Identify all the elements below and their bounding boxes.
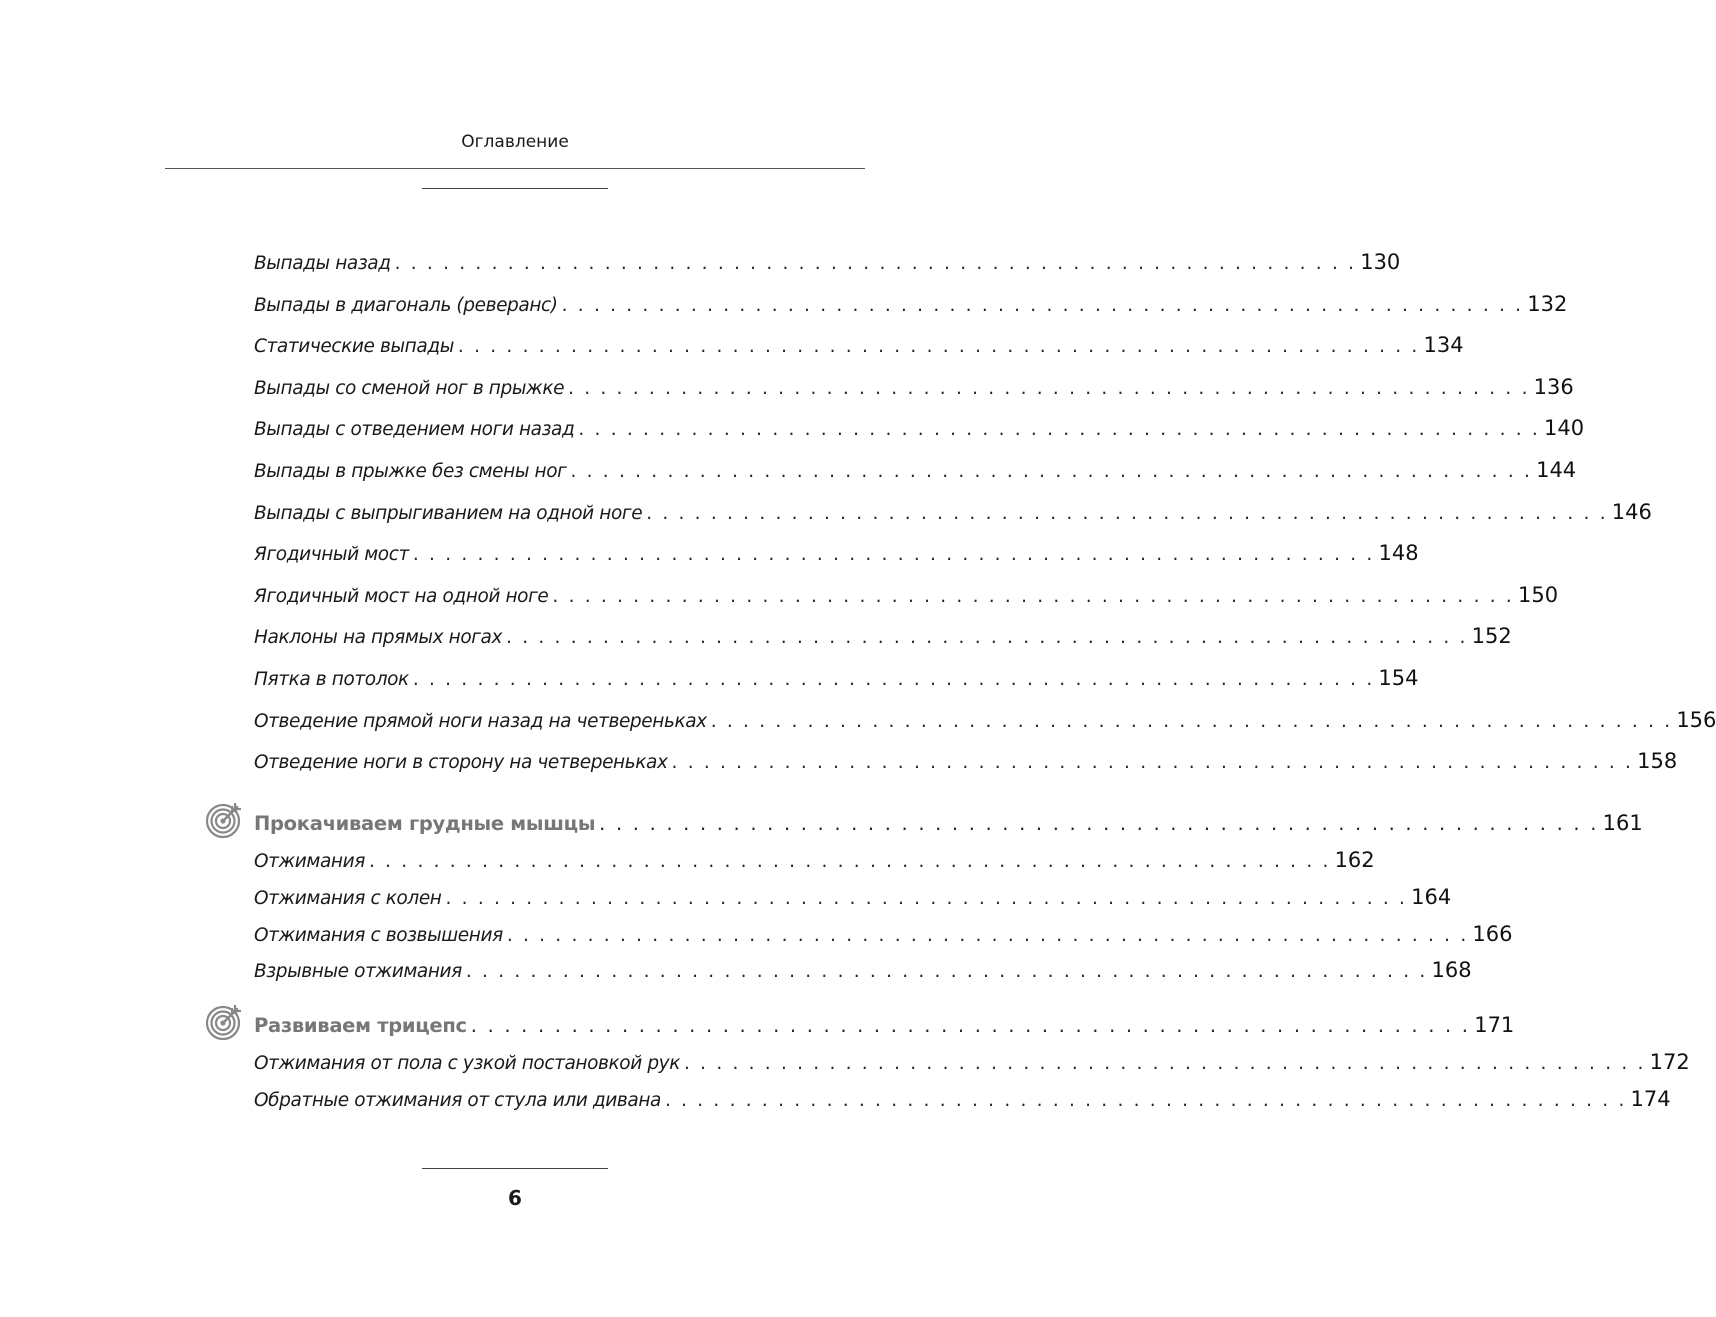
dot-leader: . . . . . . . . . . . . . . . . . . . . . . . . . . . . . . . . . . . . . . . . . . . . . . . . . . . . . . . . . . . . — [664, 1090, 1627, 1111]
section-page: 171 — [1474, 1013, 1515, 1037]
section-title: Прокачиваем грудные мышцы — [254, 812, 596, 835]
toc-entry[interactable] — [254, 621, 1512, 651]
toc-entry-page: 146 — [1611, 500, 1652, 524]
toc-entry-page: 168 — [1431, 958, 1472, 982]
toc-entry[interactable] — [254, 455, 1577, 485]
dot-leader: . . . . . . . . . . . . . . . . . . . . . . . . . . . . . . . . . . . . . . . . . . . . . . . . . . . . . . . . . . . . — [570, 461, 1533, 482]
header-rule — [165, 168, 865, 169]
toc-entry-title: Отжимания от пола с узкой постановкой рук — [254, 1053, 680, 1074]
dot-leader: . . . . . . . . . . . . . . . . . . . . . . . . . . . . . . . . . . . . . . . . . . . . . . . . . . . . . . . . . . . . — [394, 253, 1357, 274]
toc-entry-title: Обратные отжимания от стула или дивана — [254, 1090, 661, 1111]
target-icon — [204, 1002, 244, 1042]
toc-entry-title: Отжимания — [254, 851, 365, 872]
toc-entry[interactable] — [254, 289, 1568, 319]
dot-leader: . . . . . . . . . . . . . . . . . . . . . . . . . . . . . . . . . . . . . . . . . . . . . . . . . . . . . . . . . . . . — [445, 888, 1408, 909]
section-title: Развиваем трицепс — [254, 1014, 467, 1037]
toc-entry[interactable] — [254, 413, 1585, 443]
toc-section-heading[interactable] — [254, 808, 1643, 838]
toc-entry[interactable] — [254, 538, 1419, 568]
toc-section-heading[interactable] — [254, 1010, 1515, 1040]
toc-entry[interactable] — [254, 746, 1678, 776]
toc-entry-page: 136 — [1533, 375, 1574, 399]
toc-entry-page: 134 — [1423, 333, 1464, 357]
toc-entry-page: 166 — [1472, 922, 1513, 946]
target-icon — [204, 800, 244, 840]
page-number: 6 — [508, 1186, 522, 1210]
running-header: Оглавление — [461, 132, 569, 152]
toc-entry-page: 172 — [1649, 1050, 1690, 1074]
toc-entry-title: Отжимания с возвышения — [254, 925, 503, 946]
toc-entry[interactable] — [254, 705, 1716, 735]
footer-short-rule — [422, 1168, 608, 1169]
dot-leader: . . . . . . . . . . . . . . . . . . . . . . . . . . . . . . . . . . . . . . . . . . . . . . . . . . . . . . . . . . . . — [552, 586, 1514, 607]
toc-entry-title: Пятка в потолок — [254, 669, 409, 690]
toc-entry[interactable] — [254, 580, 1559, 610]
dot-leader: . . . . . . . . . . . . . . . . . . . . . . . . . . . . . . . . . . . . . . . . . . . . . . . . . . . . . . . . . . . . — [684, 1053, 1646, 1074]
toc-entry[interactable] — [254, 882, 1452, 912]
dot-leader: . . . . . . . . . . . . . . . . . . . . . . . . . . . . . . . . . . . . . . . . . . . . . . . . . . . . . . . . . . . . — [506, 925, 1469, 946]
toc-entry-page: 150 — [1518, 583, 1559, 607]
toc-entry-page: 156 — [1676, 708, 1716, 732]
dot-leader: . . . . . . . . . . . . . . . . . . . . . . . . . . . . . . . . . . . . . . . . . . . . . . . . . . . . . . . . . . . . — [457, 336, 1420, 357]
toc-entry-title: Статические выпады — [254, 336, 454, 357]
toc-entry-page: 164 — [1411, 885, 1452, 909]
toc-entry[interactable] — [254, 663, 1419, 693]
header-short-rule — [422, 188, 608, 189]
section-page: 161 — [1602, 811, 1643, 835]
toc-entry-page: 148 — [1378, 541, 1419, 565]
toc-entry-page: 132 — [1527, 292, 1568, 316]
toc-entry-title: Выпады в диагональ (реверанс) — [254, 295, 558, 316]
toc-entry-page: 152 — [1471, 624, 1512, 648]
toc-entry[interactable] — [254, 497, 1652, 527]
toc-entry-title: Выпады с выпрыгиванием на одной ноге — [254, 503, 643, 524]
dot-leader: . . . . . . . . . . . . . . . . . . . . . . . . . . . . . . . . . . . . . . . . . . . . . . . . . . . . . . . . . . . . — [412, 669, 1375, 690]
toc-entry-page: 130 — [1360, 250, 1401, 274]
toc-entry-title: Отведение ноги в сторону на четвереньках — [254, 752, 668, 773]
dot-leader: . . . . . . . . . . . . . . . . . . . . . . . . . . . . . . . . . . . . . . . . . . . . . . . . . . . . . . . . . . . . — [465, 961, 1428, 982]
toc-entry[interactable] — [254, 1047, 1690, 1077]
dot-leader: . . . . . . . . . . . . . . . . . . . . . . . . . . . . . . . . . . . . . . . . . . . . . . . . . . . . . . . . . . . . — [506, 627, 1468, 648]
dot-leader: . . . . . . . . . . . . . . . . . . . . . . . . . . . . . . . . . . . . . . . . . . . . . . . . . . . . . . . . . . . . — [599, 812, 1599, 835]
toc-entry-title: Выпады с отведением ноги назад — [254, 419, 575, 440]
dot-leader: . . . . . . . . . . . . . . . . . . . . . . . . . . . . . . . . . . . . . . . . . . . . . . . . . . . . . . . . . . . . — [470, 1014, 1471, 1037]
toc-entry-page: 144 — [1536, 458, 1577, 482]
toc-entry-page: 154 — [1378, 666, 1419, 690]
toc-entry-title: Отжимания с колен — [254, 888, 442, 909]
toc-entry[interactable] — [254, 372, 1574, 402]
toc-entry-page: 162 — [1334, 848, 1375, 872]
dot-leader: . . . . . . . . . . . . . . . . . . . . . . . . . . . . . . . . . . . . . . . . . . . . . . . . . . . . . . . . . . . . — [368, 851, 1331, 872]
toc-entry[interactable] — [254, 1084, 1671, 1114]
toc-entry[interactable] — [254, 919, 1513, 949]
dot-leader: . . . . . . . . . . . . . . . . . . . . . . . . . . . . . . . . . . . . . . . . . . . . . . . . . . . . . . . . . . . . — [568, 378, 1530, 399]
toc-entry-title: Ягодичный мост на одной ноге — [254, 586, 549, 607]
toc-entry[interactable] — [254, 845, 1375, 875]
toc-entry-title: Ягодичный мост — [254, 544, 409, 565]
toc-entry-page: 174 — [1630, 1087, 1671, 1111]
dot-leader: . . . . . . . . . . . . . . . . . . . . . . . . . . . . . . . . . . . . . . . . . . . . . . . . . . . . . . . . . . . . — [412, 544, 1375, 565]
dot-leader: . . . . . . . . . . . . . . . . . . . . . . . . . . . . . . . . . . . . . . . . . . . . . . . . . . . . . . . . . . . . — [671, 752, 1634, 773]
toc-entry-title: Взрывные отжимания — [254, 961, 462, 982]
toc-entry-title: Отведение прямой ноги назад на четвереньках — [254, 711, 707, 732]
dot-leader: . . . . . . . . . . . . . . . . . . . . . . . . . . . . . . . . . . . . . . . . . . . . . . . . . . . . . . . . . . . . — [710, 711, 1673, 732]
toc-entry-page: 140 — [1543, 416, 1585, 440]
dot-leader: . . . . . . . . . . . . . . . . . . . . . . . . . . . . . . . . . . . . . . . . . . . . . . . . . . . . . . . . . . . . — [646, 503, 1608, 524]
toc-entry[interactable] — [254, 330, 1464, 360]
toc-entry[interactable] — [254, 955, 1472, 985]
toc-entry[interactable] — [254, 247, 1401, 277]
toc-entry-title: Наклоны на прямых ногах — [254, 627, 503, 648]
toc-entry-page: 158 — [1637, 749, 1678, 773]
toc-entry-title: Выпады назад — [254, 253, 391, 274]
toc-entry-title: Выпады в прыжке без смены ног — [254, 461, 567, 482]
toc-entry-title: Выпады со сменой ног в прыжке — [254, 378, 565, 399]
dot-leader: . . . . . . . . . . . . . . . . . . . . . . . . . . . . . . . . . . . . . . . . . . . . . . . . . . . . . . . . . . . . — [561, 295, 1524, 316]
dot-leader: . . . . . . . . . . . . . . . . . . . . . . . . . . . . . . . . . . . . . . . . . . . . . . . . . . . . . . . . . . . . — [578, 419, 1540, 440]
